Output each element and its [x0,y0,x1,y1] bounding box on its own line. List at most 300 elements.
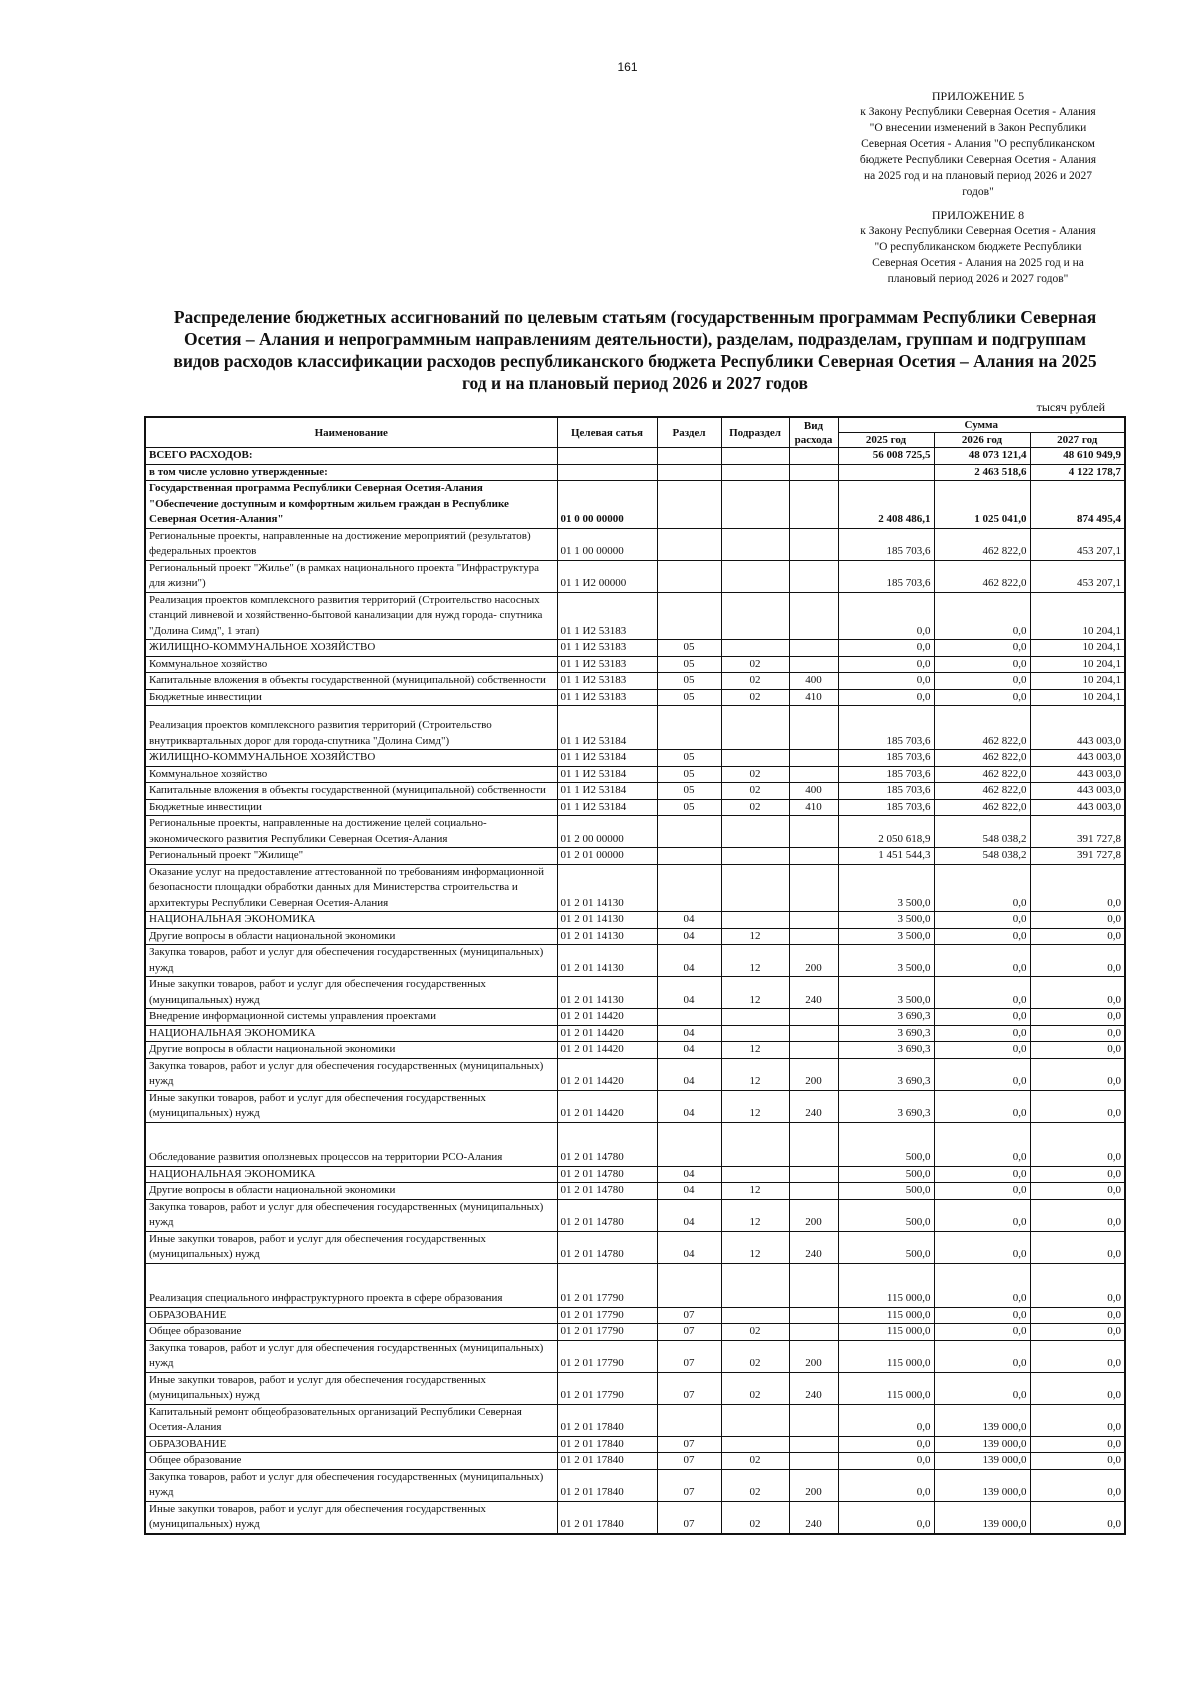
row-section-cell: 07 [657,1307,721,1324]
table-row [145,448,1125,465]
row-expense-type-cell [789,1166,838,1183]
header-year-2025: 2025 год [838,433,934,448]
row-subsection-cell: 02 [721,1324,789,1341]
row-amount-2026-cell: 0,0 [934,1166,1030,1183]
row-section-cell [657,1263,721,1307]
document-title-line: год и на плановый период 2026 и 2027 годов [462,373,808,393]
row-target-article-cell: 01 2 01 17790 [557,1340,657,1372]
row-section-cell: 07 [657,1501,721,1534]
row-expense-type-cell: 200 [789,1058,838,1090]
row-subsection-cell: 12 [721,1183,789,1200]
document-title-line: видов расходов классификации расходов республиканского бюджета Республики Северная Осетия – Алания на 2025 [173,351,1097,371]
row-amount-2026-cell: 0,0 [934,592,1030,640]
row-target-article-cell: 01 2 01 14420 [557,1042,657,1059]
row-expense-type-cell [789,1025,838,1042]
row-amount-2026-cell: 139 000,0 [934,1453,1030,1470]
page-number: 161 [617,60,638,74]
row-amount-2026-cell: 0,0 [934,1090,1030,1122]
row-target-article-cell: 01 2 01 00000 [557,848,657,865]
row-section-cell: 04 [657,1090,721,1122]
row-subsection-cell [721,706,789,750]
row-amount-2025-cell: 185 703,6 [838,766,934,783]
table-row [145,1324,1125,1341]
row-target-article-cell: 01 2 01 17790 [557,1324,657,1341]
row-target-article-cell: 01 1 И2 53183 [557,640,657,657]
row-amount-2026-cell: 0,0 [934,1042,1030,1059]
row-target-article-cell: 01 2 01 17790 [557,1263,657,1307]
row-amount-2027-cell: 10 204,1 [1030,673,1125,690]
row-amount-2027-cell: 0,0 [1030,1231,1125,1263]
row-amount-2026-cell: 548 038,2 [934,816,1030,848]
row-amount-2025-cell: 185 703,6 [838,783,934,800]
row-expense-type-cell [789,1307,838,1324]
row-subsection-cell [721,560,789,592]
row-amount-2025-cell: 185 703,6 [838,750,934,767]
row-name-cell: ЖИЛИЩНО-КОММУНАЛЬНОЕ ХОЗЯЙСТВО [145,640,557,657]
row-amount-2026-cell: 462 822,0 [934,799,1030,816]
table-row [145,864,1125,912]
table-row [145,656,1125,673]
row-name-cell: Иные закупки товаров, работ и услуг для обеспечения государственных (муниципальных) нужд [145,1501,557,1534]
table-row [145,1090,1125,1122]
row-expense-type-cell [789,481,838,529]
table-row [145,1453,1125,1470]
appendix-original-line: Северная Осетия - Алания на 2025 год и на [872,257,1084,269]
row-expense-type-cell [789,592,838,640]
row-expense-type-cell [789,640,838,657]
row-amount-2027-cell: 453 207,1 [1030,560,1125,592]
row-target-article-cell [557,464,657,481]
table-row [145,560,1125,592]
row-subsection-cell: 02 [721,689,789,706]
row-name-cell: Коммунальное хозяйство [145,766,557,783]
row-amount-2027-cell: 0,0 [1030,912,1125,929]
row-name-cell: в том числе условно утвержденные: [145,464,557,481]
row-target-article-cell: 01 2 01 17790 [557,1307,657,1324]
table-row [145,1340,1125,1372]
row-target-article-cell: 01 2 01 17840 [557,1404,657,1436]
row-name-cell: Иные закупки товаров, работ и услуг для обеспечения государственных (муниципальных) нужд [145,1231,557,1263]
row-target-article-cell: 01 1 И2 53184 [557,750,657,767]
row-section-cell: 05 [657,689,721,706]
table-row [145,945,1125,977]
row-expense-type-cell [789,1009,838,1026]
row-section-cell [657,448,721,465]
document-title-line: Распределение бюджетных ассигнований по целевым статьям (государственным программам Республики Северная [173,307,1097,327]
row-name-cell: Закупка товаров, работ и услуг для обеспечения государственных (муниципальных) нужд [145,1199,557,1231]
table-row [145,1166,1125,1183]
row-target-article-cell: 01 2 01 17840 [557,1453,657,1470]
row-expense-type-cell [789,766,838,783]
row-section-cell: 04 [657,928,721,945]
table-row [145,592,1125,640]
row-amount-2026-cell: 462 822,0 [934,528,1030,560]
row-target-article-cell: 01 2 01 17840 [557,1501,657,1534]
row-amount-2026-cell: 0,0 [934,1058,1030,1090]
row-name-cell: Оказание услуг на предоставление аттестованной по требованиям информационной безопасности площадки обработки данных для Министерства строительства и архитектуры Республики Северная Осетия-Алания [145,864,557,912]
row-section-cell: 07 [657,1436,721,1453]
row-name-cell: Иные закупки товаров, работ и услуг для обеспечения государственных (муниципальных) нужд [145,977,557,1009]
row-section-cell: 04 [657,1058,721,1090]
row-amount-2026-cell: 548 038,2 [934,848,1030,865]
row-section-cell: 07 [657,1453,721,1470]
row-expense-type-cell: 200 [789,1469,838,1501]
row-expense-type-cell: 240 [789,1231,838,1263]
row-amount-2025-cell: 0,0 [838,1453,934,1470]
row-subsection-cell [721,816,789,848]
row-amount-2025-cell: 3 500,0 [838,977,934,1009]
row-section-cell: 04 [657,945,721,977]
row-target-article-cell: 01 2 01 14130 [557,864,657,912]
row-amount-2027-cell: 10 204,1 [1030,592,1125,640]
row-amount-2026-cell: 0,0 [934,1307,1030,1324]
row-amount-2027-cell: 48 610 949,9 [1030,448,1125,465]
row-subsection-cell [721,750,789,767]
row-target-article-cell: 01 1 И2 53184 [557,783,657,800]
row-section-cell: 05 [657,640,721,657]
header-expense-type-line: Вид [803,419,824,432]
row-amount-2026-cell: 0,0 [934,1324,1030,1341]
row-subsection-cell: 12 [721,977,789,1009]
row-amount-2026-cell: 0,0 [934,1340,1030,1372]
table-row [145,1009,1125,1026]
row-subsection-cell: 12 [721,1042,789,1059]
table-row [145,1372,1125,1404]
row-amount-2027-cell: 0,0 [1030,1042,1125,1059]
row-amount-2025-cell: 3 500,0 [838,945,934,977]
document-title-line: Осетия – Алания и непрограммным направлениям деятельности), разделам, подразделам, группам и подгруппам [183,329,1087,349]
row-expense-type-cell [789,1263,838,1307]
row-section-cell: 05 [657,783,721,800]
row-amount-2027-cell: 443 003,0 [1030,799,1125,816]
row-name-cell: Капитальный ремонт общеобразовательных организаций Республики Северная Осетия-Алания [145,1404,557,1436]
row-name-cell: Закупка товаров, работ и услуг для обеспечения государственных (муниципальных) нужд [145,1469,557,1501]
header-year-2027: 2027 год [1030,433,1125,448]
row-amount-2025-cell: 56 008 725,5 [838,448,934,465]
row-target-article-cell: 01 0 00 00000 [557,481,657,529]
row-amount-2025-cell: 500,0 [838,1231,934,1263]
row-name-cell: Общее образование [145,1453,557,1470]
row-section-cell: 07 [657,1340,721,1372]
row-amount-2026-cell: 0,0 [934,689,1030,706]
row-name-cell: НАЦИОНАЛЬНАЯ ЭКОНОМИКА [145,1166,557,1183]
row-amount-2025-cell [838,464,934,481]
row-amount-2027-cell: 0,0 [1030,1501,1125,1534]
row-section-cell: 04 [657,1166,721,1183]
table-row [145,689,1125,706]
row-amount-2027-cell: 0,0 [1030,1263,1125,1307]
row-name-cell: Другие вопросы в области национальной экономики [145,928,557,945]
row-section-cell: 04 [657,1199,721,1231]
row-amount-2025-cell: 185 703,6 [838,560,934,592]
row-amount-2025-cell: 3 690,3 [838,1009,934,1026]
row-amount-2027-cell: 443 003,0 [1030,750,1125,767]
row-section-cell: 04 [657,977,721,1009]
row-expense-type-cell: 240 [789,1090,838,1122]
row-expense-type-cell [789,656,838,673]
row-name-cell: Бюджетные инвестиции [145,799,557,816]
table-row [145,799,1125,816]
row-section-cell [657,560,721,592]
row-target-article-cell: 01 2 01 14420 [557,1009,657,1026]
row-section-cell [657,481,721,529]
row-section-cell [657,464,721,481]
table-row [145,1025,1125,1042]
row-amount-2025-cell: 500,0 [838,1183,934,1200]
row-target-article-cell: 01 1 00 00000 [557,528,657,560]
row-target-article-cell: 01 2 01 17840 [557,1469,657,1501]
row-name-cell: Общее образование [145,1324,557,1341]
appendix-current-line: бюджете Республики Северная Осетия - Алания [859,154,1097,166]
row-target-article-cell: 01 1 И2 53183 [557,673,657,690]
row-expense-type-cell [789,750,838,767]
row-subsection-cell [721,1307,789,1324]
row-amount-2025-cell: 500,0 [838,1122,934,1166]
row-amount-2025-cell: 185 703,6 [838,706,934,750]
row-amount-2025-cell: 115 000,0 [838,1324,934,1341]
table-row [145,640,1125,657]
row-amount-2025-cell: 1 451 544,3 [838,848,934,865]
row-target-article-cell: 01 1 И2 53183 [557,689,657,706]
row-amount-2026-cell: 0,0 [934,640,1030,657]
row-section-cell: 07 [657,1324,721,1341]
row-subsection-cell: 02 [721,783,789,800]
row-amount-2027-cell: 0,0 [1030,1009,1125,1026]
header-section: Раздел [657,417,721,448]
row-name-cell: Закупка товаров, работ и услуг для обеспечения государственных (муниципальных) нужд [145,1058,557,1090]
row-expense-type-cell [789,1436,838,1453]
header-year-2026: 2026 год [934,433,1030,448]
row-amount-2026-cell: 0,0 [934,1372,1030,1404]
row-name-cell: Региональный проект "Жилье" (в рамках национального проекта "Инфраструктура для жизни") [145,560,557,592]
row-amount-2026-cell: 139 000,0 [934,1436,1030,1453]
row-name-cell: Обследование развития оползневых процессов на территории РСО-Алания [145,1122,557,1166]
row-target-article-cell: 01 1 И2 53183 [557,592,657,640]
row-amount-2026-cell: 139 000,0 [934,1469,1030,1501]
row-expense-type-cell [789,706,838,750]
table-row [145,928,1125,945]
row-amount-2025-cell: 115 000,0 [838,1372,934,1404]
row-target-article-cell: 01 2 00 00000 [557,816,657,848]
row-amount-2025-cell: 185 703,6 [838,799,934,816]
row-expense-type-cell: 400 [789,673,838,690]
row-amount-2027-cell: 0,0 [1030,977,1125,1009]
row-amount-2027-cell: 10 204,1 [1030,640,1125,657]
table-row [145,848,1125,865]
row-name-cell: Капитальные вложения в объекты государственной (муниципальной) собственности [145,673,557,690]
row-section-cell [657,816,721,848]
row-subsection-cell: 02 [721,673,789,690]
row-amount-2027-cell: 0,0 [1030,1324,1125,1341]
header-name: Наименование [145,417,557,448]
appendix-current-heading: ПРИЛОЖЕНИЕ 5 [931,89,1025,103]
row-target-article-cell: 01 2 01 17840 [557,1436,657,1453]
row-target-article-cell: 01 1 И2 53184 [557,766,657,783]
row-amount-2026-cell: 0,0 [934,928,1030,945]
row-amount-2025-cell: 3 690,3 [838,1025,934,1042]
row-section-cell [657,848,721,865]
table-row [145,977,1125,1009]
row-expense-type-cell [789,928,838,945]
appendix-current-block [848,88,1108,200]
row-amount-2025-cell: 115 000,0 [838,1307,934,1324]
row-amount-2027-cell: 0,0 [1030,1122,1125,1166]
row-amount-2026-cell: 0,0 [934,1199,1030,1231]
table-row [145,1263,1125,1307]
row-section-cell: 05 [657,766,721,783]
row-subsection-cell [721,1025,789,1042]
appendix-original-line: к Закону Республики Северная Осетия - Алания [860,225,1096,237]
row-amount-2027-cell: 0,0 [1030,1453,1125,1470]
row-amount-2027-cell: 874 495,4 [1030,481,1125,529]
row-section-cell [657,1122,721,1166]
table-row [145,528,1125,560]
row-target-article-cell: 01 2 01 17790 [557,1372,657,1404]
row-name-cell: НАЦИОНАЛЬНАЯ ЭКОНОМИКА [145,1025,557,1042]
row-amount-2026-cell: 2 463 518,6 [934,464,1030,481]
row-amount-2026-cell: 0,0 [934,1231,1030,1263]
row-name-cell: Иные закупки товаров, работ и услуг для обеспечения государственных (муниципальных) нужд [145,1372,557,1404]
row-section-cell: 07 [657,1372,721,1404]
row-amount-2025-cell: 2 408 486,1 [838,481,934,529]
row-amount-2025-cell: 2 050 618,9 [838,816,934,848]
row-amount-2026-cell: 0,0 [934,673,1030,690]
row-name-cell: Бюджетные инвестиции [145,689,557,706]
row-target-article-cell: 01 1 И2 53184 [557,706,657,750]
row-amount-2025-cell: 0,0 [838,673,934,690]
row-amount-2026-cell: 462 822,0 [934,766,1030,783]
row-amount-2027-cell: 0,0 [1030,1340,1125,1372]
row-section-cell [657,706,721,750]
row-amount-2025-cell: 3 690,3 [838,1090,934,1122]
header-sum: Сумма [838,417,1125,433]
table-row [145,1042,1125,1059]
header-expense-type [789,417,838,448]
row-subsection-cell [721,481,789,529]
row-subsection-cell: 12 [721,945,789,977]
row-subsection-cell: 12 [721,1199,789,1231]
row-amount-2025-cell: 3 500,0 [838,928,934,945]
appendix-original-heading: ПРИЛОЖЕНИЕ 8 [931,208,1025,222]
row-name-cell: ОБРАЗОВАНИЕ [145,1307,557,1324]
row-subsection-cell: 02 [721,766,789,783]
row-expense-type-cell: 240 [789,1372,838,1404]
row-amount-2026-cell: 0,0 [934,1183,1030,1200]
row-expense-type-cell: 410 [789,799,838,816]
row-section-cell [657,1009,721,1026]
row-amount-2026-cell: 462 822,0 [934,560,1030,592]
row-amount-2025-cell: 0,0 [838,592,934,640]
row-name-cell: НАЦИОНАЛЬНАЯ ЭКОНОМИКА [145,912,557,929]
row-name-cell: Коммунальное хозяйство [145,656,557,673]
table-header-row [145,417,1125,433]
row-amount-2025-cell: 115 000,0 [838,1340,934,1372]
row-expense-type-cell: 240 [789,977,838,1009]
appendix-current-line: на 2025 год и на плановый период 2026 и 2027 [863,170,1093,182]
row-amount-2027-cell: 443 003,0 [1030,766,1125,783]
appendix-current-line: "О внесении изменений в Закон Республики [869,122,1087,134]
row-section-cell: 04 [657,1231,721,1263]
row-amount-2025-cell: 0,0 [838,1469,934,1501]
document-title [150,306,1120,394]
row-target-article-cell: 01 1 И2 53184 [557,799,657,816]
row-amount-2026-cell: 0,0 [934,945,1030,977]
appendix-current-line: годов" [962,186,994,198]
row-expense-type-cell [789,864,838,912]
row-expense-type-cell: 200 [789,1199,838,1231]
row-section-cell: 05 [657,750,721,767]
row-expense-type-cell: 410 [789,689,838,706]
row-subsection-cell [721,640,789,657]
row-amount-2025-cell: 500,0 [838,1199,934,1231]
row-amount-2027-cell: 0,0 [1030,945,1125,977]
row-amount-2025-cell: 115 000,0 [838,1263,934,1307]
row-expense-type-cell: 200 [789,945,838,977]
row-expense-type-cell [789,1183,838,1200]
row-expense-type-cell [789,1404,838,1436]
row-subsection-cell: 02 [721,1501,789,1534]
row-amount-2026-cell: 48 073 121,4 [934,448,1030,465]
table-row [145,766,1125,783]
row-subsection-cell [721,592,789,640]
row-name-cell: Закупка товаров, работ и услуг для обеспечения государственных (муниципальных) нужд [145,1340,557,1372]
row-amount-2027-cell: 0,0 [1030,1090,1125,1122]
table-row [145,1058,1125,1090]
row-expense-type-cell [789,1324,838,1341]
row-amount-2027-cell: 0,0 [1030,1436,1125,1453]
header-subsection: Подраздел [721,417,789,448]
table-row [145,464,1125,481]
table-row [145,1199,1125,1231]
row-name-cell: Капитальные вложения в объекты государственной (муниципальной) собственности [145,783,557,800]
table-row [145,783,1125,800]
row-amount-2027-cell: 453 207,1 [1030,528,1125,560]
row-name-cell: Иные закупки товаров, работ и услуг для обеспечения государственных (муниципальных) нужд [145,1090,557,1122]
row-amount-2027-cell: 0,0 [1030,1307,1125,1324]
row-amount-2026-cell: 462 822,0 [934,706,1030,750]
table-row [145,481,1125,529]
row-name-cell: Региональный проект "Жилище" [145,848,557,865]
row-subsection-cell [721,1263,789,1307]
table-row [145,673,1125,690]
table-row [145,1183,1125,1200]
appendix-current-line: Северная Осетия - Алания "О республиканском [861,138,1095,150]
row-name-cell: Другие вопросы в области национальной экономики [145,1042,557,1059]
row-name-cell: ВСЕГО РАСХОДОВ: [145,448,557,465]
row-subsection-cell: 12 [721,928,789,945]
row-expense-type-cell [789,448,838,465]
row-expense-type-cell [789,848,838,865]
row-subsection-cell: 02 [721,1372,789,1404]
table-row [145,750,1125,767]
unit-note: тысяч рублей [1036,400,1105,414]
row-target-article-cell: 01 2 01 14780 [557,1231,657,1263]
row-name-cell: Реализация проектов комплексного развития территорий (Строительство насосных станций ливневой и хозяйственно-бытовой канализации для нужд города- спутника "Долина Симд", 1 этап) [145,592,557,640]
row-subsection-cell [721,528,789,560]
row-amount-2027-cell: 0,0 [1030,1199,1125,1231]
row-section-cell: 05 [657,799,721,816]
row-name-cell: Другие вопросы в области национальной экономики [145,1183,557,1200]
row-subsection-cell [721,1009,789,1026]
row-expense-type-cell [789,464,838,481]
row-target-article-cell: 01 2 01 14130 [557,912,657,929]
appendix-original-line: "О республиканском бюджете Республики [874,241,1082,253]
row-amount-2026-cell: 462 822,0 [934,750,1030,767]
row-target-article-cell: 01 1 И2 53183 [557,656,657,673]
row-target-article-cell: 01 2 01 14130 [557,928,657,945]
row-amount-2027-cell: 10 204,1 [1030,689,1125,706]
row-subsection-cell: 02 [721,656,789,673]
